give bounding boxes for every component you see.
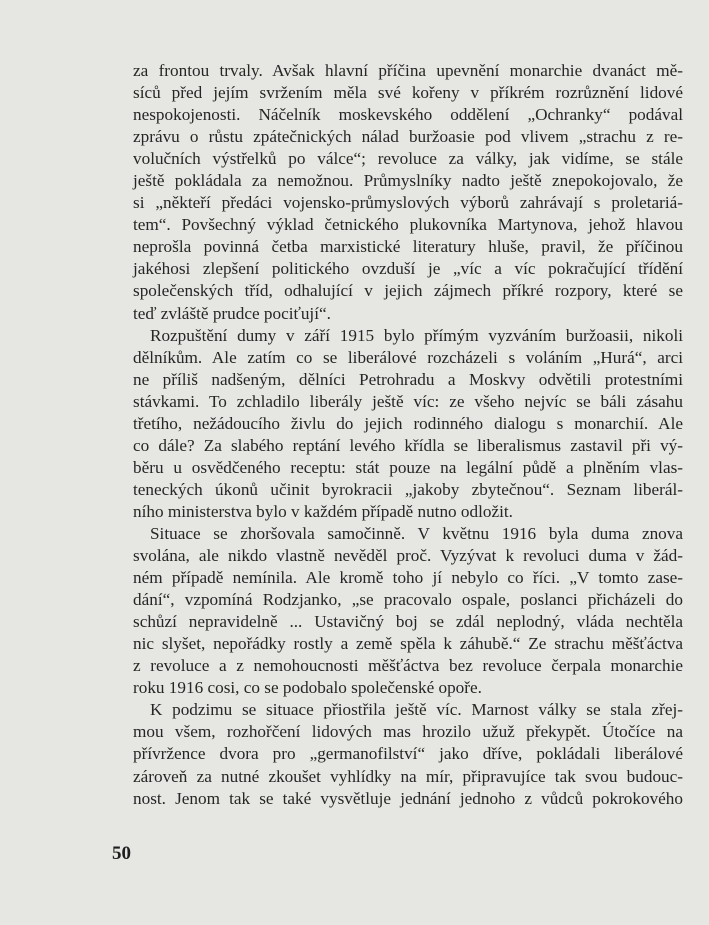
text-line: svolána, ale nikdo vlastně nevěděl proč. Vyzývat k revoluci duma v žád- xyxy=(133,546,683,566)
text-line: jakéhosi zlepšení politického ovzduší je „víc a víc pokračující třídění xyxy=(133,259,683,279)
text-line: ném případě nemínila. Ale kromě toho jí nebylo co říci. „V tomto zase- xyxy=(133,568,683,588)
text-line: nost. Jenom tak se také vysvětluje jednání jednoho z vůdců pokrokového xyxy=(133,788,683,808)
text-line: zprávu o růstu zpátečnických nálad buržoasie pod vlivem „strachu z re- xyxy=(133,127,683,147)
text-line: nespokojenosti. Náčelník moskevského oddělení „Ochranky“ podával xyxy=(133,105,683,125)
text-line: běru u osvědčeného receptu: stát pouze na legální půdě a plněním vlas- xyxy=(133,457,683,477)
paragraph xyxy=(133,325,683,523)
text-line: volučních výstřelků po válce“; revoluce za války, jak vidíme, se stále xyxy=(133,149,683,169)
text-line: ještě pokládala za nemožnou. Průmyslníky nadto ještě znepokojovalo, že xyxy=(133,171,683,191)
paragraph xyxy=(133,699,683,809)
text-line: neprošla povinná četba marxistické literatury hluše, pravil, že příčinou xyxy=(133,237,683,257)
text-line: z revoluce a z nemohoucnosti měšťáctva bez revoluce čerpala monarchie xyxy=(133,656,683,676)
text-line: schůzí nepravidelně ... Ustavičný boj se zdál neplodný, vláda nechtěla xyxy=(133,612,683,632)
page-number: 50 xyxy=(112,843,131,864)
text-line: dání“, vzpomíná Rodzjanko, „se pracovalo ospale, poslanci přicházeli do xyxy=(133,590,683,610)
text-line: tem“. Povšechný výklad četnického plukovníka Martynova, jehož hlavou xyxy=(133,215,683,235)
body-text xyxy=(133,60,683,810)
text-line: K podzimu se situace přiostřila ještě víc. Marnost války se stala zřej- xyxy=(150,700,683,720)
text-line: Situace se zhoršovala samočinně. V květnu 1916 byla duma znova xyxy=(150,523,683,543)
text-line: přívržence dvora pro „germanofilství“ jako dříve, pokládali liberálové xyxy=(133,744,683,764)
text-line: roku 1916 cosi, co se podobalo společenské opoře. xyxy=(133,678,482,698)
text-line: ne příliš nadšeným, dělníci Petrohradu a Moskvy odvětili protestními xyxy=(133,369,683,389)
text-line: společenských tříd, odhalující v jejich zájmech příkré rozpory, které se xyxy=(133,281,683,301)
text-line: si „někteří předáci vojensko-průmyslových výborů zahrávají s proletariá- xyxy=(133,193,683,213)
text-line: teneckých úkonů učinit byrokracii „jakoby zbytečnou“. Seznam liberál- xyxy=(133,479,683,499)
text-line: síců před jejím svržením měla své kořeny v příkrém rozrůznění lidové xyxy=(133,83,683,103)
text-line: mou všem, rozhořčení lidových mas hrozilo užuž překypět. Útočíce na xyxy=(133,722,683,742)
text-line: za frontou trvaly. Avšak hlavní příčina upevnění monarchie dvanáct mě- xyxy=(133,61,683,80)
text-line: Rozpuštění dumy v září 1915 bylo přímým vyzváním buržoasii, nikoli xyxy=(150,325,683,345)
text-line: teď zvláště prudce pociťují“. xyxy=(133,303,331,323)
text-line: stávkami. To zchladilo liberály ještě víc: ze všeho nejvíc se báli zásahu xyxy=(133,391,683,411)
text-line: ního ministerstva bylo v každém případě nutno odložit. xyxy=(133,501,513,521)
paragraph xyxy=(133,60,683,325)
text-line: dělníkům. Ale zatím co se liberálové rozcházeli s voláním „Hurá“, arci xyxy=(133,347,683,367)
text-line: co dále? Za slabého reptání levého křídla se liberalismus zastavil při vý- xyxy=(133,435,683,455)
text-line: třetího, nežádoucího živlu do jejich rodinného dialogu s monarchií. Ale xyxy=(133,413,683,433)
text-line: nic slyšet, nepořádky rostly a země spěla k záhubě.“ Ze strachu měšťáctva xyxy=(133,634,683,654)
text-line: zároveň za nutné zkoušet vyhlídky na mír, připravujíce tak svou budouc- xyxy=(133,766,683,786)
paragraph xyxy=(133,523,683,699)
